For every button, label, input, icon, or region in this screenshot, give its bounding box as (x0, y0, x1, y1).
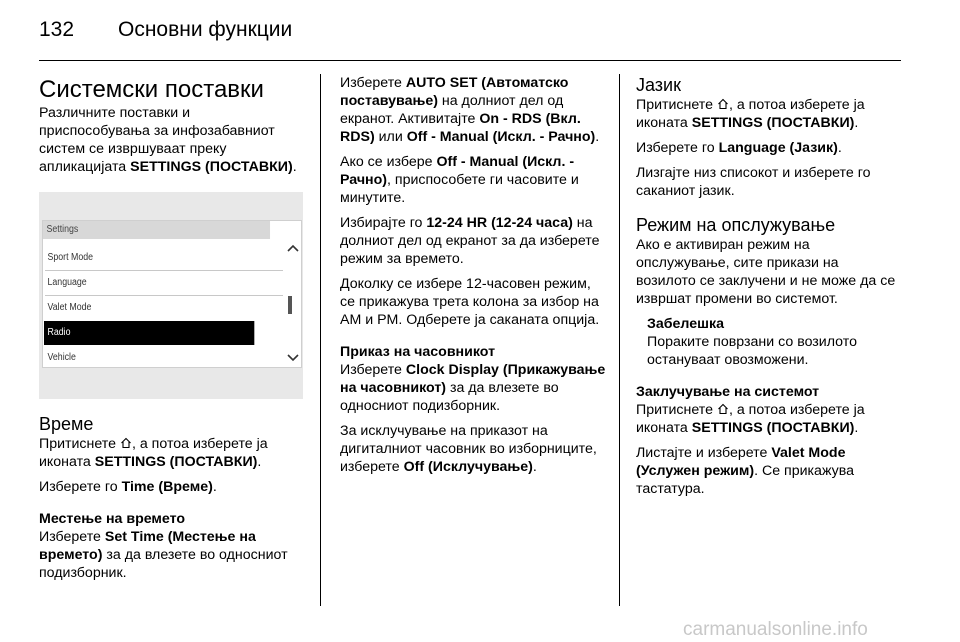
watermark: carmanualsonline.info (683, 619, 868, 640)
menu-item: Language (47, 277, 87, 288)
paragraph: Изберете Clock Display (Прикажување на часовникот) за да влезете во односниот подизборник. (340, 362, 606, 414)
menu-item: Valet Mode (47, 302, 92, 313)
home-icon (717, 403, 729, 415)
screen-title: Settings (43, 221, 270, 239)
page-header (39, 18, 292, 46)
paragraph: Изберете го Language (Јазик). (636, 140, 842, 156)
scrollbar-thumb (288, 296, 292, 314)
paragraph: Лизгајте низ списокот и изберете го саканиот јазик. (636, 165, 871, 199)
section-title: Системски поставки (39, 76, 264, 103)
paragraph: Различните поставки и приспособувања за инфозабавниот систем се извршуваат преку апликацијата SETTINGS (ПОСТАВКИ). (39, 105, 297, 175)
settings-screen (42, 220, 302, 368)
paragraph: Листајте и изберете Valet Mode (Услужен режим). Се прикажува тастатура. (636, 445, 854, 497)
paragraph: Изберете го Time (Време). (39, 479, 217, 495)
paragraph: Доколку се избере 12-часовен режим, се прикажува трета колона за избор на AM и PM. Одберете ја саканата опција. (340, 276, 600, 328)
section-heading: Режим на опслужување (636, 215, 836, 235)
page-number: 132 (39, 18, 75, 41)
header-rule (39, 60, 901, 61)
subsection-heading: Местење на времето (39, 511, 186, 527)
subsection-heading: Заклучување на системот (636, 384, 820, 400)
paragraph: Притиснете , а потоа изберете ја иконата SETTINGS (ПОСТАВКИ). (636, 402, 865, 436)
column-divider (320, 74, 321, 606)
paragraph: Ако е активиран режим на опслужување, сите прикази на возилото се заклучени и не може да се извршат промени во системот. (636, 237, 896, 307)
home-icon (120, 437, 132, 449)
settings-screenshot (39, 192, 303, 399)
paragraph: За исклучување на приказот на дигиталниот часовник во изборниците, изберете Off (Исклучување). (340, 423, 597, 475)
paragraph: Притиснете , а потоа изберете ја иконата SETTINGS (ПОСТАВКИ). (636, 97, 865, 131)
column-2 (340, 74, 606, 476)
menu-item: Sport Mode (47, 252, 94, 263)
column-divider (619, 74, 620, 606)
chapter-title: Основни функции (118, 18, 293, 41)
note-title: Забелешка (647, 316, 724, 332)
subsection-heading: Приказ на часовникот (340, 344, 496, 360)
column-3 (636, 74, 902, 498)
section-heading: Време (39, 414, 94, 434)
paragraph: Изберете Set Time (Местење на времето) за да влезете во односниот подизборник. (39, 529, 288, 581)
home-icon (717, 98, 729, 110)
paragraph: Притиснете , а потоа изберете ја иконата SETTINGS (ПОСТАВКИ). (39, 436, 268, 470)
paragraph: Ако се избере Off - Manual (Искл. - Рачно), приспособете ги часовите и минутите. (340, 154, 579, 206)
paragraph: Изберете AUTO SET (Автоматско поставување) на долниот дел од екранот. Активитајте On - RDS (Вкл. RDS) или Off - Manual (Искл. - Рачно). (340, 75, 600, 145)
paragraph: Избирајте го 12-24 HR (12-24 часа) на долниот дел од екранот за да изберете режим за времето. (340, 215, 600, 267)
section-heading: Јазик (636, 75, 681, 95)
column-1 (39, 74, 304, 582)
menu-item: Vehicle (47, 352, 76, 363)
menu-item-selected: Radio (44, 321, 254, 345)
note-box (636, 315, 902, 369)
note-text: Пораките поврзани со возилото остануваат овозможени. (647, 334, 857, 368)
